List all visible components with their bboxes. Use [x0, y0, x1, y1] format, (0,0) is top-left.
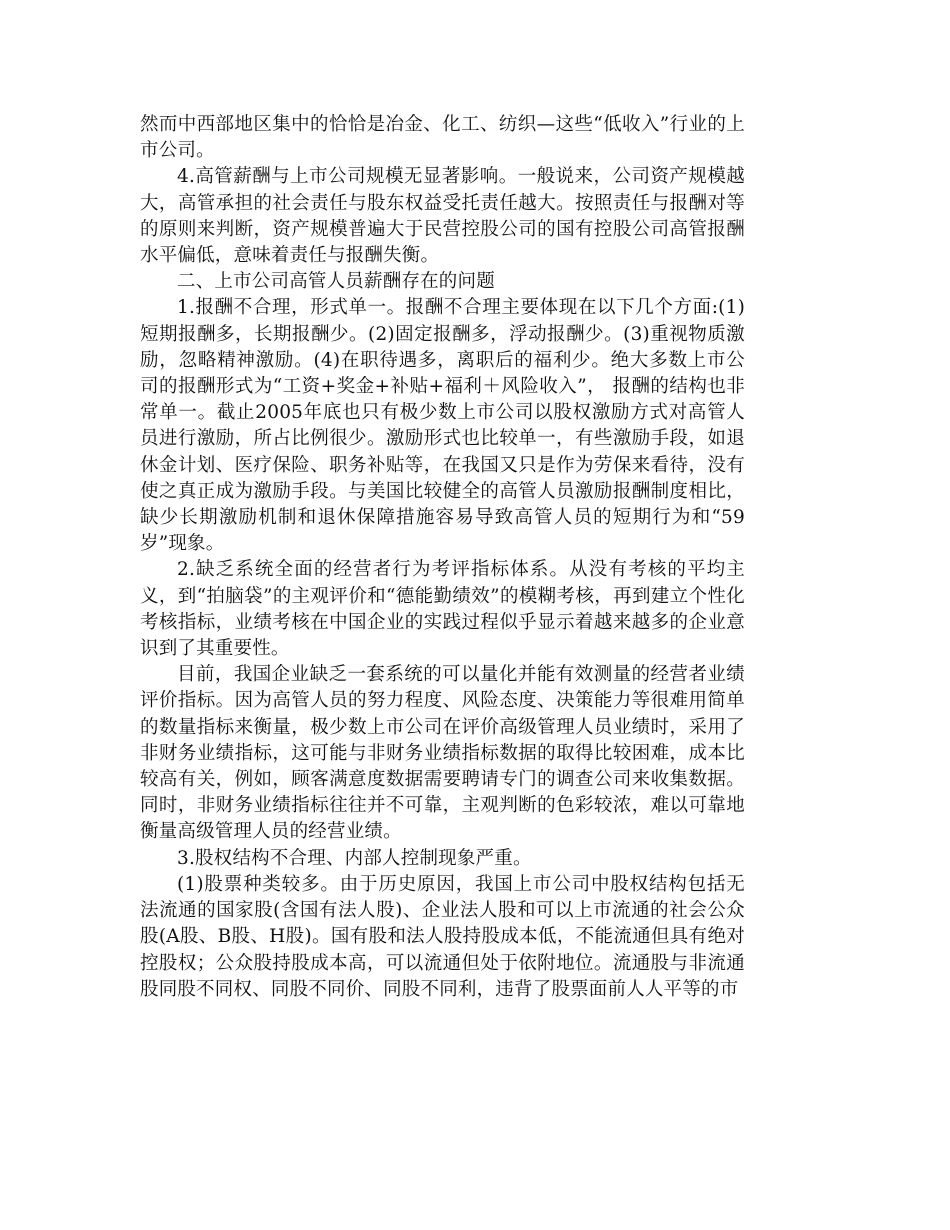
paragraph-5: 目前，我国企业缺乏一套系统的可以量化并能有效测量的经营者业绩评价指标。因为高管人员的努力程度、风险态度、决策能力等很难用简单的数量指标来衡量，极少数上市公司在评价高级管理人员业绩时，采用了非财务业绩指标，这可能与非财务业绩指标数据的取得比较困难，成本比较高有关，例如，顾客满意度数据需要聘请专门的调查公司来收集数据。同时，非财务业绩指标往往并不可靠，主观判断的色彩较浓，难以可靠地衡量高级管理人员的经营业绩。	[140, 664, 745, 843]
paragraph-2: 4.高管薪酬与上市公司规模无显著影响。一般说来，公司资产规模越大，高管承担的社会责任与股东权益受托责任越大。按照责任与报酬对等的原则来判断，资产规模普遍大于民营控股公司的国有控股公司高管报酬水平偏低，意味着责任与报酬失衡。	[140, 166, 745, 267]
paragraph-3: 1.报酬不合理，形式单一。报酬不合理主要体现在以下几个方面:(1)短期报酬多，长期报酬少。(2)固定报酬多，浮动报酬少。(3)重视物质激励，忽略精神激励。(4)在职待遇多，离职后的福利少。绝大多数上市公司的报酬形式为“工资+奖金+补贴+福利＋风险收入”， 报酬的结构也非常单一。截止2005年底也只有极少数上市公司以股权激励方式对高管人员进行激励，所占比例很少。激励形式也比较单一，有些激励手段，如退休金计划、医疗保险、职务补贴等，在我国又只是作为劳保来看待，没有使之真正成为激励手段。与美国比较健全的高管人员激励报酬制度相比，缺少长期激励机制和退休保障措施容易导致高管人员的短期行为和“59岁”现象。	[140, 297, 745, 555]
section-heading: 二、上市公司高管人员薪酬存在的问题	[177, 271, 495, 293]
paragraph-4: 2.缺乏系统全面的经营者行为考评指标体系。从没有考核的平均主义，到“拍脑袋”的主观评价和“德能勤绩效”的模糊考核，再到建立个性化考核指标，业绩考核在中国企业的实践过程似乎显示着越来越多的企业意识到了其重要性。	[140, 559, 745, 660]
paragraph-6: 3.股权结构不合理、内部人控制现象严重。	[177, 847, 532, 869]
document-page	[140, 112, 745, 1003]
paragraph-7: (1)股票种类较多。由于历史原因，我国上市公司中股权结构包括无法流通的国家股(含国有法人股)、企业法人股和可以上市流通的社会公众股(A股、B股、H股)。国有股和法人股持股成本低，不能流通但具有绝对控股权；公众股持股成本高，可以流通但处于依附地位。流通股与非流通股同股不同权、同股不同价、同股不同利，违背了股票面前人人平等的市	[140, 873, 745, 1000]
paragraph-1: 然而中西部地区集中的恰恰是冶金、化工、纺织—这些“低收入”行业的上市公司。	[140, 114, 745, 162]
